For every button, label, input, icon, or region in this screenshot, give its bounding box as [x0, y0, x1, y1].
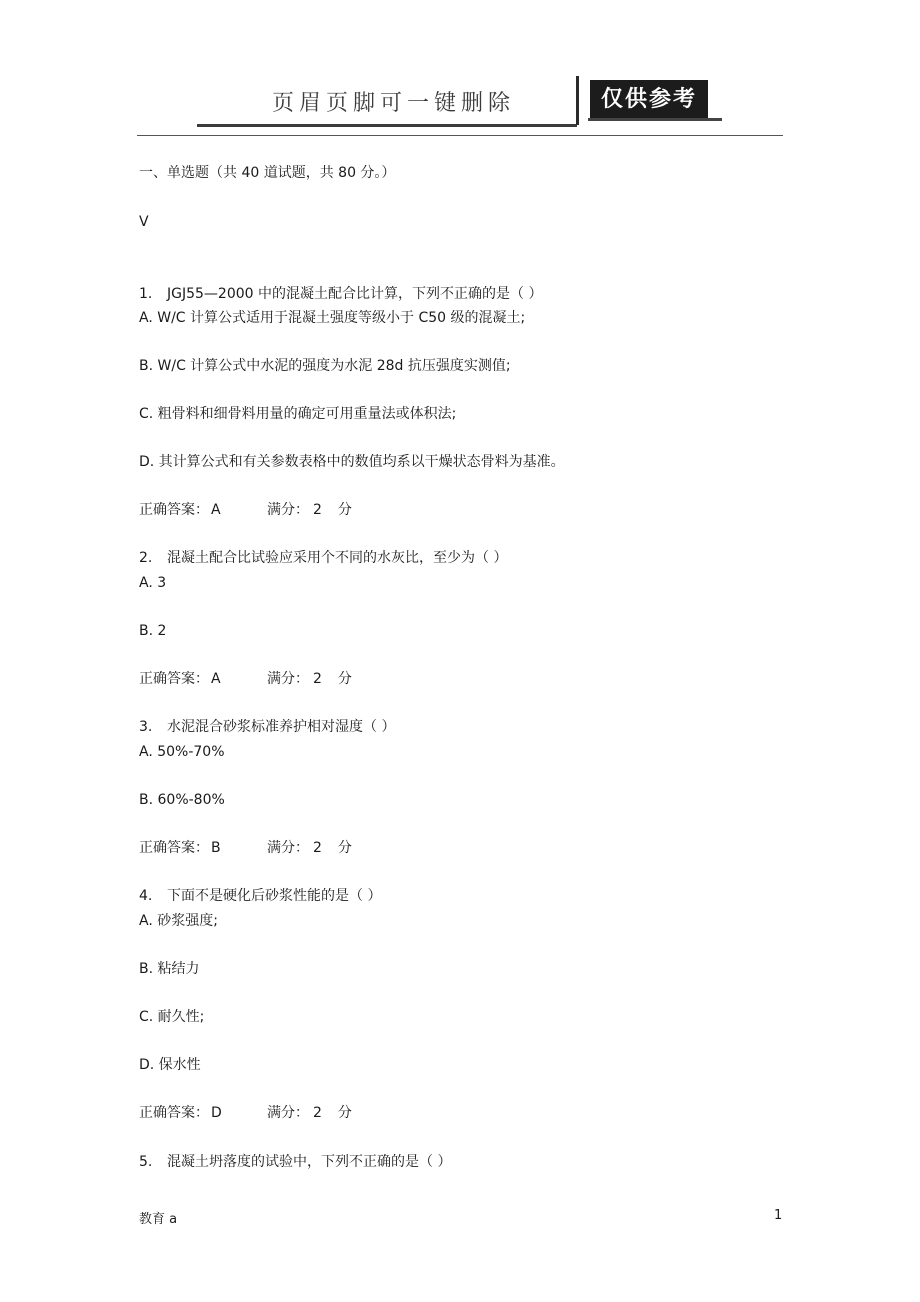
answer-label: 正确答案：: [139, 502, 209, 518]
score-unit: 分: [337, 1105, 352, 1121]
score-label: 满分：: [267, 671, 309, 687]
option-1c: C. 粗骨料和细骨料用量的确定可用重量法或体积法;: [139, 406, 457, 422]
score-unit: 分: [337, 502, 352, 518]
question-text: 混凝土配合比试验应采用个不同的水灰比，至少为（ ）: [167, 550, 508, 566]
answer-value: A: [211, 502, 221, 518]
question-number: 2.: [139, 550, 153, 566]
score-unit: 分: [337, 840, 352, 856]
question-number: 4.: [139, 888, 153, 904]
score-value: 2: [313, 671, 322, 687]
check-mark: V: [139, 214, 149, 230]
answer-line-4: [139, 1104, 352, 1122]
answer-value: B: [211, 840, 221, 856]
section-title: 一、单选题（共 40 道试题，共 80 分。）: [139, 165, 396, 181]
option-4c: C. 耐久性;: [139, 1009, 205, 1025]
score-label: 满分：: [267, 840, 309, 856]
score-label: 满分：: [267, 502, 309, 518]
question-1: [139, 285, 542, 303]
header-rule: [137, 135, 783, 136]
footer-left: 教育 a: [139, 1212, 178, 1227]
answer-value: A: [211, 671, 221, 687]
question-number: 3.: [139, 719, 153, 735]
header-divider: [576, 76, 579, 125]
question-number: 1.: [139, 286, 153, 302]
answer-value: D: [211, 1105, 222, 1121]
option-1d: D. 其计算公式和有关参数表格中的数值均系以干燥状态骨料为基准。: [139, 454, 565, 470]
header-underline: [197, 124, 577, 127]
header-text: 页眉页脚可一键删除: [272, 91, 516, 116]
header-badge: 仅供参考: [590, 80, 708, 118]
answer-line-3: [139, 839, 352, 857]
question-2: [139, 549, 507, 567]
question-text: 水泥混合砂浆标准养护相对湿度（ ）: [167, 719, 396, 735]
score-unit: 分: [337, 671, 352, 687]
question-number: 5.: [139, 1154, 153, 1170]
option-2a: A. 3: [139, 575, 167, 591]
page-number: 1: [774, 1208, 783, 1223]
option-4a: A. 砂浆强度;: [139, 913, 218, 929]
question-4: [139, 887, 381, 905]
answer-line-2: [139, 670, 352, 688]
option-2b: B. 2: [139, 623, 167, 639]
option-4b: B. 粘结力: [139, 961, 200, 977]
question-text: JGJ55—2000 中的混凝土配合比计算，下列不正确的是（ ）: [167, 286, 543, 302]
option-1b: B. W/C 计算公式中水泥的强度为水泥 28d 抗压强度实测值;: [139, 358, 511, 374]
score-value: 2: [313, 840, 322, 856]
score-value: 2: [313, 502, 322, 518]
option-3a: A. 50%-70%: [139, 744, 225, 760]
answer-line-1: [139, 501, 352, 519]
option-1a: A. W/C 计算公式适用于混凝土强度等级小于 C50 级的混凝土;: [139, 310, 526, 326]
option-3b: B. 60%-80%: [139, 792, 225, 808]
header-badge-shadow: [588, 118, 722, 121]
score-value: 2: [313, 1105, 322, 1121]
question-5: [139, 1153, 451, 1171]
score-label: 满分：: [267, 1105, 309, 1121]
question-3: [139, 718, 395, 736]
answer-label: 正确答案：: [139, 671, 209, 687]
answer-label: 正确答案：: [139, 1105, 209, 1121]
question-text: 混凝土坍落度的试验中，下列不正确的是（ ）: [167, 1154, 452, 1170]
answer-label: 正确答案：: [139, 840, 209, 856]
option-4d: D. 保水性: [139, 1057, 201, 1073]
question-text: 下面不是硬化后砂浆性能的是（ ）: [167, 888, 382, 904]
